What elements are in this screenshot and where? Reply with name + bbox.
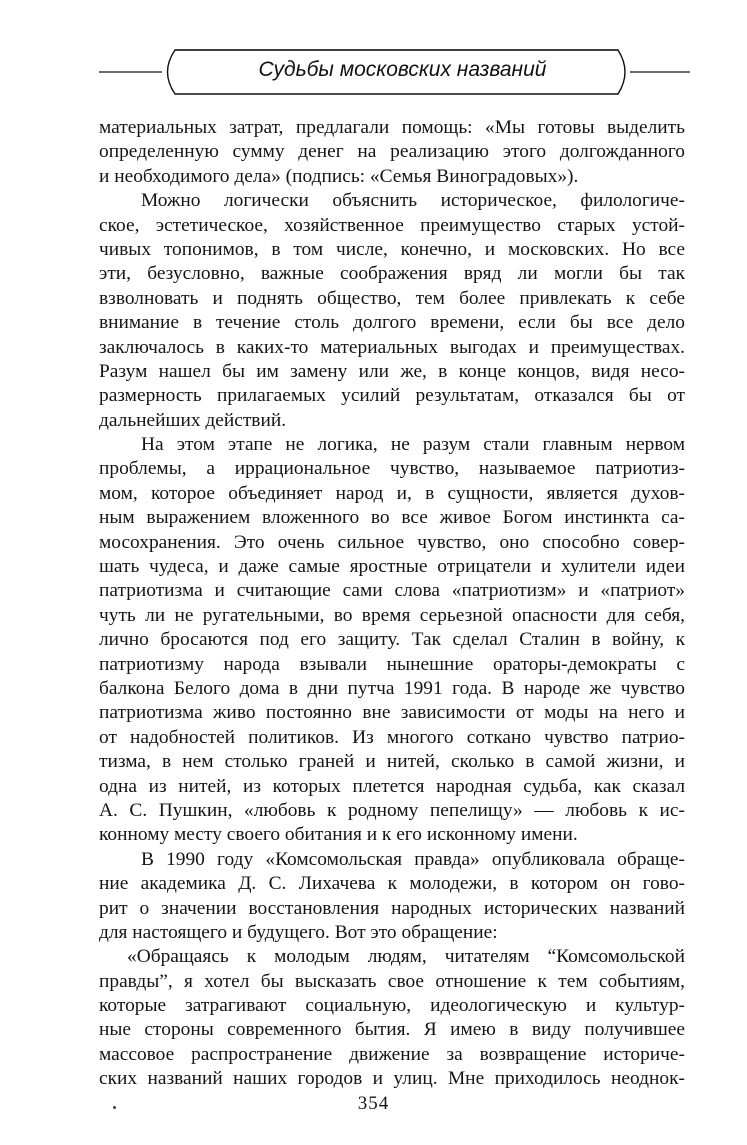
text-line: «Обращаясь к молодым людям, читателям “Комсомольской	[127, 946, 685, 968]
text-line: рит о значении восстановления народных исторических названий	[99, 897, 685, 919]
text-line: взволновать и поднять общество, тем более привлекать к себе	[99, 287, 685, 309]
text-line: для настоящего и будущего. Вот это обращение:	[99, 921, 498, 943]
text-line: тизма, в нем столько граней и нитей, сколько в самой жизни, и	[99, 751, 685, 773]
text-line: которые затрагивают социальную, идеологическую и культур-	[99, 995, 685, 1017]
text-line: определенную сумму денег на реализацию этого долгожданного	[99, 141, 685, 163]
text-line: А. С. Пушкин, «любовь к родному пепелищу» — любовь к ис-	[99, 799, 685, 821]
text-line: патриотизма живо постоянно вне зависимости от моды на него и	[99, 702, 685, 724]
body-text	[99, 116, 685, 1092]
text-line: внимание в течение столь долгого времени, если бы все дело	[99, 312, 685, 334]
page-number: 354	[357, 1093, 390, 1114]
text-line: дальнейших действий.	[99, 409, 287, 431]
text-line: мосохранения. Это очень сильное чувство, оно способно совер-	[99, 531, 685, 553]
text-line: чуть ли не ругательными, во время серьезной опасности для себя,	[99, 604, 685, 626]
text-line: чивых топонимов, в том числе, конечно, и московских. Но все	[99, 238, 685, 260]
text-line: мом, которое объединяет народ и, в сущности, является духов-	[99, 482, 685, 504]
text-line: Можно логически объяснить историческое, филологиче-	[141, 190, 685, 212]
text-line: от надобностей политиков. Из многого соткано чувство патрио-	[99, 726, 685, 748]
text-line: и необходимого дела» (подпись: «Семья Виноградовых»).	[99, 165, 579, 187]
text-line: массовое распространение движение за возвращение историче-	[99, 1043, 685, 1065]
text-line: материальных затрат, предлагали помощь: «Мы готовы выделить	[99, 117, 685, 138]
text-line: ских названий наших городов и улиц. Мне приходилось неоднок-	[99, 1068, 685, 1090]
text-line: заключалось в каких-то материальных выгодах и преимуществах.	[99, 336, 685, 358]
text-line: правды”, я хотел бы высказать свое отношение к тем событиям,	[99, 970, 685, 992]
text-line: балкона Белого дома в дни путча 1991 года. В народе же чувство	[99, 677, 685, 699]
text-line: ные стороны современного бытия. Я имею в виду получившее	[99, 1019, 685, 1041]
text-line: патриотизма и считающие сами слова «патриотизм» и «патриот»	[99, 580, 685, 602]
text-line: размерность прилагаемых усилий результатам, отказался бы от	[99, 385, 685, 407]
text-line: проблемы, а иррациональное чувство, называемое патриотиз-	[99, 458, 685, 480]
text-line: патриотизму народа взывали нынешние ораторы-демократы с	[99, 653, 685, 675]
text-line: Разум нашел бы им замену или же, в конце концов, видя несо-	[99, 360, 685, 382]
running-header	[0, 40, 747, 102]
text-line: На этом этапе не логика, не разум стали главным нервом	[141, 434, 685, 456]
text-line: конному месту своего обитания и к его исконному имени.	[99, 824, 578, 846]
text-line: ское, эстетическое, хозяйственное преимущество старых устой-	[99, 214, 685, 236]
text-line: В 1990 году «Комсомольская правда» опубликовала обраще-	[141, 848, 685, 870]
text-line: ным выражением вложенного во все живое Богом инстинкта са-	[99, 507, 685, 529]
text-line: ние академика Д. С. Лихачева к молодежи, в котором он гово-	[99, 873, 685, 895]
text-line: шать чудеса, и даже самые яростные отрицатели и хулители идеи	[99, 556, 685, 578]
text-line: лично бросаются под его защиту. Так сделал Сталин в войну, к	[99, 629, 685, 651]
text-line: эти, безусловно, важные соображения вряд ли могли бы так	[99, 263, 685, 285]
text-line: одна из нитей, из которых плетется народная судьба, как сказал	[99, 775, 685, 797]
running-title: Судьбы московских названий	[258, 58, 547, 81]
